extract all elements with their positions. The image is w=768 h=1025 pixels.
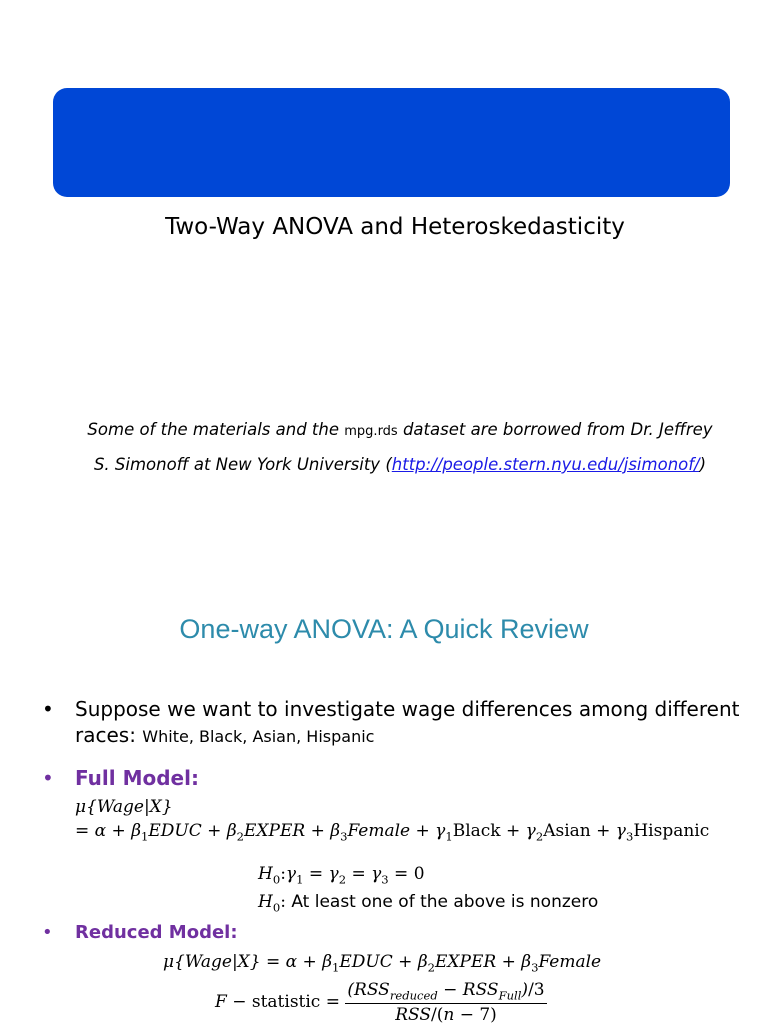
full-model-dot: • xyxy=(42,766,54,790)
full-model-label: Full Model: xyxy=(75,766,199,790)
f-statistic-fraction: $\frac{(RSS_{reduced} - RSS_{Full})/3}{\text{RSS/(n − 7)}}$ xyxy=(347,980,545,1025)
statistic-label: statistic xyxy=(251,992,321,1013)
alt-hypothesis: $H_0$: At least one of the above is nonzero xyxy=(258,892,599,915)
credit-text-part3: S. Simonoff at New York University ( xyxy=(93,455,392,474)
races-list: White, Black, Asian, Hispanic xyxy=(142,727,375,746)
credit-text-part1: Some of the materials and the xyxy=(87,420,345,439)
reduced-model-dot: • xyxy=(42,922,53,943)
intro-races-label: races: xyxy=(75,723,143,747)
full-model-rhs: = $\alpha + \beta_1EDUC$ + $\beta_2EXPER$ + $\beta_3Female$ + $\gamma_1Black$ + $\gamma_2Asian$ + $\gamma_3Hispanic$ xyxy=(75,821,710,844)
section-title: One-way ANOVA: A Quick Review xyxy=(179,614,589,644)
intro-line-2 xyxy=(75,723,374,747)
credit-text-part2: dataset are borrowed from Dr. Jeffrey xyxy=(397,420,713,439)
intro-line-1: Suppose we want to investigate wage differences among different xyxy=(75,697,740,721)
bullet-dot: • xyxy=(42,697,54,721)
dataset-name: mpg.rds xyxy=(344,424,398,439)
slide-title: Two-Way ANOVA and Heteroskedasticity xyxy=(165,214,625,240)
reduced-model-label: Reduced Model: xyxy=(75,922,238,943)
simonoff-link[interactable]: http://people.stern.nyu.edu/jsimonof/ xyxy=(391,455,700,474)
reduced-model-equation: μ{Wage|X} = $\alpha + \beta_1EDUC$ + $\beta_2EXPER$ + $\beta_3Female$ xyxy=(163,952,602,975)
header-banner xyxy=(53,88,730,197)
credit-line-1 xyxy=(38,420,762,439)
null-hypothesis: $H_0:\gamma_1 = \gamma_2 = \gamma_3 = 0$ xyxy=(258,864,425,887)
alt-hypothesis-text: At least one of the above is nonzero xyxy=(291,892,599,912)
f-statistic-formula: F − statistic = $\frac{(RSS_{reduced} - RSS_{Full})/3}{\text{RSS/(n − 7)}}$ xyxy=(215,980,545,1025)
full-model-lhs: μ{Wage|X} xyxy=(75,797,173,817)
credit-line-2 xyxy=(38,455,762,474)
credit-text-part4: ) xyxy=(699,455,707,474)
